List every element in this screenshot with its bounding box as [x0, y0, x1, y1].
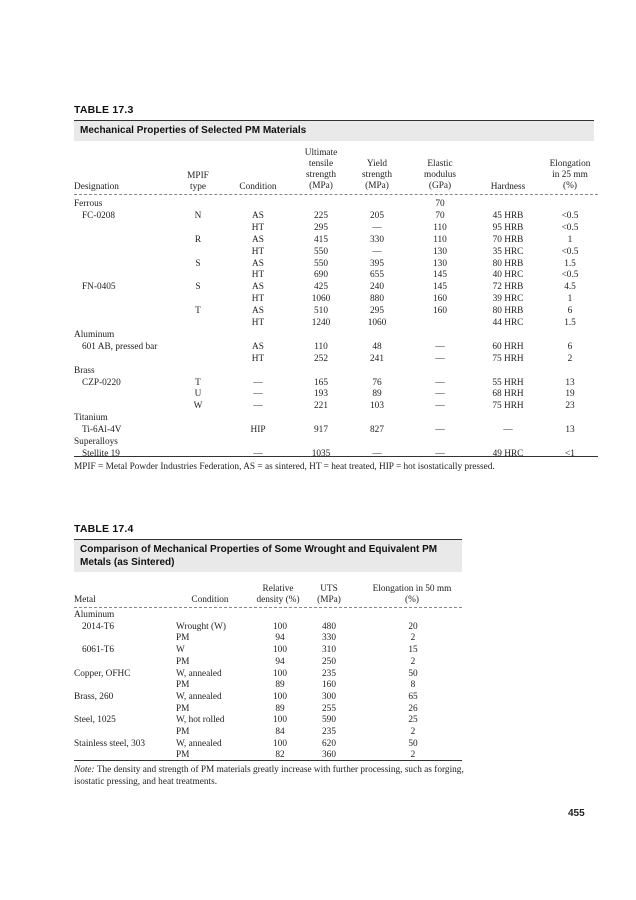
t1-cell-hardness: 35 HRC — [492, 246, 524, 257]
header-elongation-2-line1: Elongation in 50 mm — [372, 584, 452, 594]
table-17-4-note — [74, 764, 464, 788]
t2-cell-uts: 480 — [322, 621, 336, 632]
t1-cell-modulus: — — [435, 353, 445, 364]
t1-cell-uts: 165 — [314, 377, 328, 388]
t1-cell-uts: 1240 — [311, 318, 331, 328]
t2-cell-uts: 300 — [322, 691, 336, 702]
t1-cell-type: N — [194, 210, 202, 221]
t1-cell-modulus: 160 — [433, 306, 447, 317]
t1-cell-uts: 510 — [314, 306, 328, 317]
header-hardness: Hardness — [490, 182, 526, 192]
header-uts-2 — [304, 584, 354, 606]
t1-cell-hardness: 49 HRC — [492, 448, 524, 459]
t1-cell-condition: — — [253, 389, 263, 400]
t1-cell-condition: AS — [252, 341, 264, 352]
t1-cell-elongation: 1 — [567, 234, 573, 245]
t1-cell-yield: 655 — [370, 270, 384, 281]
t1-cell-condition: AS — [252, 210, 264, 221]
t2-cell-metal: Brass, 260 — [74, 691, 114, 702]
t1-cell-condition: — — [253, 377, 263, 388]
t2-cell-density: 100 — [273, 621, 287, 632]
t2-cell-condition: W, annealed — [176, 691, 222, 702]
table-17-4-label: TABLE 17.4 — [74, 523, 134, 535]
t1-cell-elongation: <1 — [565, 448, 575, 459]
t1-cell-condition: AS — [252, 282, 264, 293]
t2-cell-condition: PM — [176, 680, 190, 691]
t1-cell-elongation: 1 — [567, 294, 573, 305]
t2-cell-uts: 360 — [322, 750, 336, 761]
t1-cell-elongation: 19 — [565, 389, 575, 400]
t1-cell-yield: 76 — [372, 377, 382, 388]
t1-cell-designation: Stellite 19 — [82, 448, 120, 459]
header-uts — [296, 148, 346, 192]
t1-cell-modulus: 70 — [435, 210, 445, 221]
t2-cell-elongation: 15 — [408, 645, 418, 656]
table-17-4-title — [74, 539, 462, 572]
t1-cell-modulus: 160 — [433, 294, 447, 305]
t1-cell-condition: AS — [252, 306, 264, 317]
t1-cell-uts: 917 — [314, 425, 328, 436]
t2-cell-uts: 330 — [322, 633, 336, 644]
t1-cell-elongation: 6 — [567, 341, 573, 352]
t1-cell-yield: 827 — [370, 425, 384, 436]
header-elongation-line3: (%) — [563, 181, 577, 191]
header-condition-2: Condition — [191, 595, 229, 605]
t1-cell-uts: 690 — [314, 270, 328, 281]
header-uts-line3: strength — [306, 170, 336, 180]
t2-cell-metal: 2014-T6 — [82, 621, 115, 632]
t1-cell-modulus: — — [435, 401, 445, 412]
t2-cell-elongation: 20 — [408, 621, 418, 632]
table-17-4-header-rule — [74, 607, 462, 608]
t2-cell-condition: Wrought (W) — [176, 621, 226, 632]
header-mpif-line2: type — [189, 182, 206, 192]
t1-cell-condition: HT — [251, 222, 265, 233]
t1-cell-hardness: 75 HRH — [492, 401, 524, 412]
t1-cell-yield: 103 — [370, 401, 384, 412]
t1-cell-condition: — — [253, 448, 263, 459]
t2-cell-elongation: 50 — [408, 668, 418, 679]
header-elongation — [540, 159, 600, 192]
table-17-3-header-rule — [74, 194, 598, 195]
t1-cell-yield: 395 — [370, 258, 384, 269]
t1-cell-uts: 252 — [314, 353, 328, 364]
header-uts-2-line2: (MPa) — [317, 595, 341, 605]
t1-cell-designation: CZP-0220 — [82, 377, 121, 388]
header-uts-line4: (MPa) — [309, 181, 333, 191]
t1-cell-yield: — — [372, 448, 382, 459]
t1-cell-elongation: <0.5 — [561, 222, 579, 233]
t1-cell-uts: 225 — [314, 210, 328, 221]
t2-cell-density: 100 — [273, 668, 287, 679]
t1-cell-yield: 89 — [372, 389, 382, 400]
header-modulus — [415, 159, 465, 192]
t2-cell-density: 89 — [275, 680, 285, 691]
t1-cell-yield: 330 — [370, 234, 384, 245]
t1-cell-designation: FN-0405 — [82, 282, 116, 293]
t2-cell-density: 94 — [275, 656, 285, 667]
t2-cell-uts: 310 — [322, 645, 336, 656]
t1-cell-uts: 295 — [314, 222, 328, 233]
t1-cell-yield: 880 — [370, 294, 384, 305]
t1-cell-modulus: 70 — [435, 199, 445, 209]
t1-cell-hardness: 60 HRH — [492, 341, 524, 352]
t1-cell-hardness: 75 HRH — [492, 353, 524, 364]
t1-cell-modulus: — — [435, 377, 445, 388]
t2-cell-uts: 235 — [322, 668, 336, 679]
header-yield-line2: strength — [362, 170, 392, 180]
t1-cell-uts: 415 — [314, 234, 328, 245]
t1-cell-uts: 1060 — [311, 294, 331, 305]
header-yield-line3: (MPa) — [365, 181, 389, 191]
header-uts-line1: Ultimate — [304, 148, 338, 158]
t2-cell-condition: PM — [176, 703, 190, 714]
t1-cell-modulus: 130 — [433, 258, 447, 269]
t2-cell-metal: Copper, OFHC — [74, 668, 131, 679]
t2-cell-uts: 160 — [322, 680, 336, 691]
t2-cell-condition: PM — [176, 656, 190, 667]
t1-cell-uts: 1035 — [311, 448, 331, 459]
t1-cell-yield: — — [372, 222, 382, 233]
t1-cell-elongation: <0.5 — [561, 246, 579, 257]
t1-cell-type: T — [195, 377, 201, 388]
t1-cell-type: W — [193, 401, 203, 412]
t2-cell-condition: W, hot rolled — [176, 715, 225, 726]
table-17-4-title-line1: Comparison of Mechanical Properties of Some Wrought and Equivalent PM — [80, 544, 438, 555]
header-modulus-line1: Elastic — [427, 159, 453, 169]
t1-cell-designation: Ti-6Al-4V — [82, 425, 122, 436]
table-17-4-title-line2: Metals (as Sintered) — [80, 557, 175, 568]
t2-cell-density: 94 — [275, 633, 285, 644]
t1-cell-elongation: 6 — [567, 306, 573, 317]
t1-cell-hardness: 40 HRC — [492, 270, 524, 281]
t2-cell-condition: PM — [176, 727, 190, 737]
t2-cell-density: 84 — [275, 727, 285, 737]
t1-cell-type: S — [195, 258, 201, 269]
t1-cell-uts: 221 — [314, 401, 328, 412]
t1-cell-condition: HT — [251, 318, 265, 328]
t1-cell-designation: Brass — [74, 365, 95, 376]
t1-cell-uts: 550 — [314, 258, 328, 269]
t2-cell-condition: W, annealed — [176, 738, 222, 749]
t1-cell-modulus: — — [435, 448, 445, 459]
t1-cell-hardness: 45 HRB — [492, 210, 524, 221]
table-17-4-bottom-rule — [74, 760, 462, 761]
t2-cell-density: 82 — [275, 750, 285, 761]
t1-cell-hardness: 80 HRB — [492, 258, 524, 269]
t1-cell-uts: 425 — [314, 282, 328, 293]
note-label: Note: — [74, 765, 95, 775]
t2-cell-metal: 6061-T6 — [82, 645, 115, 656]
t1-cell-yield: 295 — [370, 306, 384, 317]
t2-cell-elongation: 26 — [408, 703, 418, 714]
header-density-line2: density (%) — [256, 595, 300, 605]
header-designation: Designation — [74, 182, 119, 192]
t1-cell-condition: HT — [251, 270, 265, 281]
header-modulus-line2: modulus — [423, 170, 457, 180]
t2-cell-elongation: 2 — [410, 656, 416, 667]
t1-cell-elongation: 4.5 — [564, 282, 576, 293]
t1-cell-elongation: 1.5 — [564, 318, 576, 328]
t2-cell-density: 100 — [273, 715, 287, 726]
t1-cell-hardness: 68 HRH — [492, 389, 524, 400]
t1-cell-designation: 601 AB, pressed bar — [82, 341, 158, 352]
header-mpif — [178, 171, 218, 193]
t1-cell-modulus: 145 — [433, 282, 447, 293]
t1-cell-modulus: 130 — [433, 246, 447, 257]
t1-cell-yield: 240 — [370, 282, 384, 293]
t1-cell-modulus: 110 — [433, 234, 447, 245]
t1-cell-condition: — — [253, 401, 263, 412]
t1-cell-type: T — [195, 306, 201, 317]
t1-cell-elongation: 1.5 — [564, 258, 576, 269]
page-number: 455 — [568, 808, 585, 819]
t1-cell-modulus: 110 — [433, 222, 447, 233]
t1-cell-hardness: 70 HRB — [492, 234, 524, 245]
t2-cell-elongation: 2 — [410, 750, 416, 761]
t1-cell-yield: 205 — [370, 210, 384, 221]
t2-cell-density: 100 — [273, 738, 287, 749]
t1-cell-elongation: <0.5 — [561, 270, 579, 281]
header-yield-line1: Yield — [366, 159, 388, 169]
t1-cell-hardness: 39 HRC — [492, 294, 524, 305]
t1-cell-yield: 48 — [372, 341, 382, 352]
header-elongation-2 — [362, 584, 462, 606]
header-uts-2-line1: UTS — [320, 584, 338, 594]
t1-cell-modulus: — — [435, 389, 445, 400]
t1-cell-type: S — [195, 282, 201, 293]
table-17-3-title — [74, 120, 594, 141]
t2-cell-elongation: 8 — [410, 680, 416, 691]
header-modulus-line3: (GPa) — [428, 181, 452, 191]
t1-cell-hardness: 95 HRB — [492, 222, 524, 233]
t2-cell-uts: 255 — [322, 703, 336, 714]
t2-cell-uts: 250 — [322, 656, 336, 667]
t2-cell-condition: PM — [176, 633, 190, 644]
t2-cell-condition: PM — [176, 750, 190, 761]
t2-cell-density: 100 — [273, 691, 287, 702]
t2-cell-elongation: 25 — [408, 715, 418, 726]
t1-cell-elongation: 23 — [565, 401, 575, 412]
t1-cell-hardness: 55 HRH — [492, 377, 524, 388]
header-elongation-line1: Elongation — [549, 159, 591, 169]
t1-cell-designation: Aluminum — [74, 329, 115, 340]
t2-cell-uts: 590 — [322, 715, 336, 726]
t1-cell-hardness: 44 HRC — [492, 318, 524, 328]
t1-cell-elongation: <0.5 — [561, 210, 579, 221]
t1-cell-condition: HT — [251, 246, 265, 257]
table-17-3-footnote: MPIF = Metal Powder Industries Federation, AS = as sintered, HT = heat treated, HIP = hot isostatically pressed. — [74, 462, 495, 472]
t1-cell-modulus: — — [435, 425, 445, 436]
t1-cell-yield: 241 — [370, 353, 384, 364]
header-density-line1: Relative — [262, 584, 294, 594]
t2-cell-metal: Steel, 1025 — [74, 715, 116, 726]
t1-cell-designation: Superalloys — [74, 437, 118, 447]
header-elongation-2-line2: (%) — [405, 595, 419, 605]
header-yield — [352, 159, 402, 192]
table-17-3-title-text: Mechanical Properties of Selected PM Materials — [80, 125, 307, 136]
t1-cell-elongation: 13 — [565, 425, 575, 436]
t1-cell-condition: HT — [251, 294, 265, 305]
t1-cell-type: R — [194, 234, 202, 245]
t1-cell-hardness: — — [503, 425, 513, 436]
t2-cell-elongation: 50 — [408, 738, 418, 749]
t2-cell-elongation: 2 — [410, 633, 416, 644]
header-density — [250, 584, 306, 606]
header-elongation-line2: in 25 mm — [552, 170, 588, 180]
t1-cell-condition: HT — [251, 353, 265, 364]
t1-cell-yield: 1060 — [367, 318, 387, 328]
t2-cell-metal: Aluminum — [74, 610, 115, 620]
t1-cell-hardness: 72 HRB — [492, 282, 524, 293]
t1-cell-hardness: 80 HRB — [492, 306, 524, 317]
t1-cell-condition: AS — [252, 234, 264, 245]
t1-cell-type: U — [194, 389, 202, 400]
t2-cell-uts: 235 — [322, 727, 336, 737]
header-metal: Metal — [74, 595, 96, 605]
header-condition: Condition — [239, 182, 277, 192]
t1-cell-yield: — — [372, 246, 382, 257]
t1-cell-uts: 550 — [314, 246, 328, 257]
t1-cell-condition: HIP — [250, 425, 266, 436]
t2-cell-density: 89 — [275, 703, 285, 714]
note-text: The density and strength of PM materials greatly increase with further processing, such as forging, isostatic pressing, and heat treatments. — [74, 765, 464, 787]
t1-cell-designation: Titanium — [74, 413, 108, 424]
t1-cell-condition: AS — [252, 258, 264, 269]
header-uts-line2: tensile — [308, 159, 334, 169]
t1-cell-modulus: — — [435, 341, 445, 352]
t1-cell-uts: 193 — [314, 389, 328, 400]
t1-cell-uts: 110 — [314, 341, 328, 352]
t1-cell-elongation: 2 — [567, 353, 573, 364]
table-17-3-label: TABLE 17.3 — [74, 104, 134, 116]
t2-cell-condition: W, annealed — [176, 668, 222, 679]
t2-cell-elongation: 65 — [408, 691, 418, 702]
table-17-3-bottom-rule — [74, 456, 598, 457]
t2-cell-uts: 620 — [322, 738, 336, 749]
t1-cell-elongation: 13 — [565, 377, 575, 388]
t2-cell-elongation: 2 — [410, 727, 416, 737]
t2-cell-density: 100 — [273, 645, 287, 656]
t2-cell-condition: W — [176, 645, 185, 656]
t1-cell-designation: FC-0208 — [82, 210, 116, 221]
t1-cell-designation: Ferrous — [74, 199, 103, 209]
t1-cell-modulus: 145 — [433, 270, 447, 281]
header-mpif-line1: MPIF — [187, 171, 209, 181]
t2-cell-metal: Stainless steel, 303 — [74, 738, 146, 749]
